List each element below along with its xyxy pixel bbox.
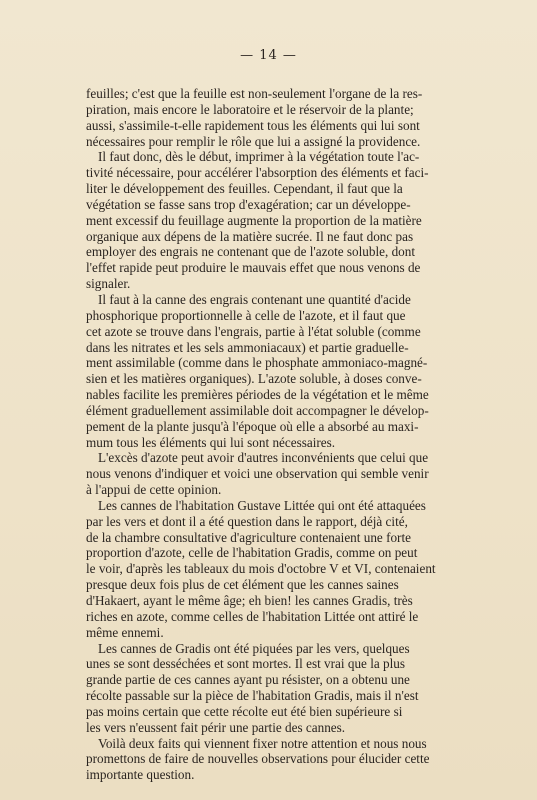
page-number: — 14 — (240, 48, 297, 63)
text-line: sien et les matières organiques). L'azote soluble, à doses conve- (86, 371, 422, 387)
text-line: cet azote se trouve dans l'engrais, partie à l'état soluble (comme (86, 323, 421, 339)
text-line: promettons de faire de nouvelles observations pour élucider cette (86, 751, 430, 767)
text-line: proportion d'azote, celle de l'habitation Gradis, comme on peut (86, 545, 418, 561)
text-line: presque deux fois plus de cet élément que les cannes saines (86, 577, 399, 593)
text-line: L'excès d'azote peut avoir d'autres inconvénients que celui que (98, 450, 429, 466)
text-line: pement de la plante jusqu'à l'époque où elle a absorbé au maxi- (86, 418, 419, 434)
text-line: le voir, d'après les tableaux du mois d'octobre V et VI, contenaient (86, 561, 436, 577)
text-line: grande partie de ces cannes ayant pu résister, on a obtenu une (86, 672, 410, 688)
text-line: les vers n'eussent fait périr une partie des cannes. (86, 719, 346, 735)
text-line: récolte passable sur la pièce de l'habitation Gradis, mais il n'est (86, 688, 419, 704)
body-text (86, 86, 526, 783)
text-line: Les cannes de Gradis ont été piquées par les vers, quelques (98, 640, 410, 656)
text-line: l'effet rapide peut produire le mauvais effet que nous venons de (86, 260, 421, 276)
text-line: ment assimilable (comme dans le phosphate ammoniaco-magné- (86, 355, 428, 371)
text-line: nécessaires pour remplir le rôle que lui a assigné la providence. (86, 133, 421, 149)
text-line: par les vers et dont il a été question dans le rapport, déjà cité, (86, 513, 408, 529)
text-line: signaler. (86, 276, 131, 292)
text-line: végétation se fasse sans trop d'exagération; car un développe- (86, 196, 411, 212)
text-line: ment excessif du feuillage augmente la proportion de la matière (86, 212, 422, 228)
text-line: nous venons d'indiquer et voici une observation qui semble venir (86, 466, 429, 482)
text-line: riches en azote, comme celles de l'habitation Littée ont attiré le (86, 608, 419, 624)
text-line: Il faut à la canne des engrais contenant une quantité d'acide (98, 291, 411, 307)
text-line: même ennemi. (86, 624, 164, 640)
text-line: pas moins certain que cette récolte eut été bien supérieure si (86, 703, 403, 719)
text-line: de la chambre consultative d'agriculture contenaient une forte (86, 529, 411, 545)
text-line: d'Hakaert, ayant le même âge; eh bien! les cannes Gradis, très (86, 593, 413, 608)
text-line: piration, mais encore le laboratoire et le réservoir de la plante; (86, 101, 414, 117)
text-line: élément graduellement assimilable doit accompagner le dévelop- (86, 402, 429, 418)
text-line: nables facilite les premières périodes de la végétation et le même (86, 387, 429, 403)
text-line: importante question. (86, 767, 195, 783)
text-line: phosphorique proportionnelle à celle de l'azote, et il faut que (86, 307, 406, 323)
text-line: employer des engrais ne contenant que de l'azote soluble, dont (86, 244, 416, 260)
text-line: unes se sont desséchées et sont mortes. Il est vrai que la plus (86, 656, 405, 672)
text-line: organique aux dépens de la matière sucrée. Il ne faut donc pas (86, 228, 414, 244)
text-line: mum tous les éléments qui lui sont nécessaires. (86, 434, 336, 450)
text-line: tivité nécessaire, pour accélérer l'absorption des éléments et faci- (86, 165, 429, 181)
text-line: liter le développement des feuilles. Cependant, il faut que la (86, 181, 403, 197)
text-line: aussi, s'assimile-t-elle rapidement tous les éléments qui lui sont (86, 117, 420, 133)
text-line: feuilles; c'est que la feuille est non-seulement l'organe de la res- (86, 86, 423, 101)
text-line: Il faut donc, dès le début, imprimer à la végétation toute l'ac- (98, 149, 420, 165)
text-line: Voilà deux faits qui viennent fixer notre attention et nous nous (98, 735, 427, 751)
text-line: à l'appui de cette opinion. (86, 482, 222, 498)
text-line: dans les nitrates et les sels ammoniacaux) et partie graduelle- (86, 339, 409, 355)
text-line: Les cannes de l'habitation Gustave Littée qui ont été attaquées (98, 497, 426, 513)
